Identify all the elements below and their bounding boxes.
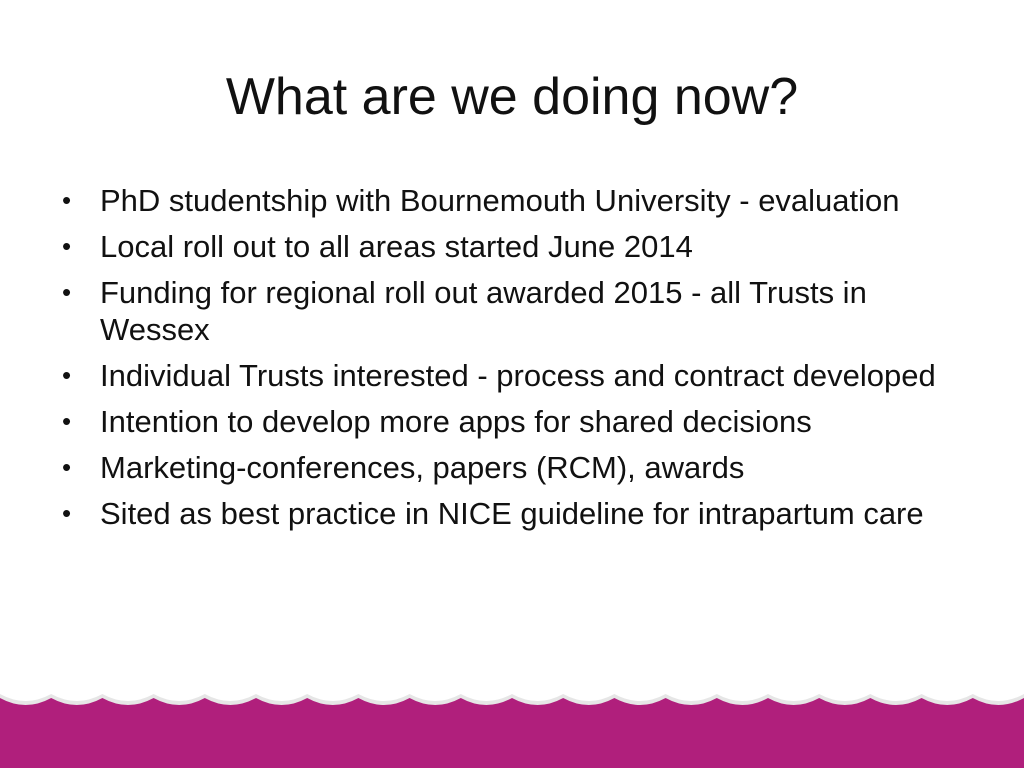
bullet-item — [60, 449, 960, 486]
bullet-list — [60, 182, 960, 541]
bullet-dot-icon: • — [62, 498, 72, 528]
bullet-dot-icon: • — [62, 277, 72, 307]
scalloped-footer-band — [0, 688, 1024, 768]
bullet-item — [60, 403, 960, 440]
bullet-text: PhD studentship with Bournemouth University - evaluation — [100, 183, 900, 218]
bullet-text: Individual Trusts interested - process and contract developed — [100, 358, 936, 393]
bullet-dot-icon: • — [62, 231, 72, 261]
bullet-item — [60, 182, 960, 219]
bullet-dot-icon: • — [62, 406, 72, 436]
bullet-dot-icon: • — [62, 452, 72, 482]
bullet-text: Funding for regional roll out awarded 2015 - all Trusts in Wessex — [100, 275, 867, 347]
bullet-item — [60, 357, 960, 394]
bullet-item — [60, 228, 960, 265]
bullet-text: Local roll out to all areas started June 2014 — [100, 229, 693, 264]
bullet-text: Sited as best practice in NICE guideline for intrapartum care — [100, 496, 924, 531]
slide-title: What are we doing now? — [225, 68, 799, 126]
bullet-dot-icon: • — [62, 185, 72, 215]
bullet-dot-icon: • — [62, 360, 72, 390]
bullet-text: Marketing-conferences, papers (RCM), awards — [100, 450, 745, 485]
scallop-fill — [0, 698, 1024, 768]
bullet-item — [60, 495, 960, 532]
bullet-item — [60, 274, 960, 348]
bullet-text: Intention to develop more apps for shared decisions — [100, 404, 812, 439]
